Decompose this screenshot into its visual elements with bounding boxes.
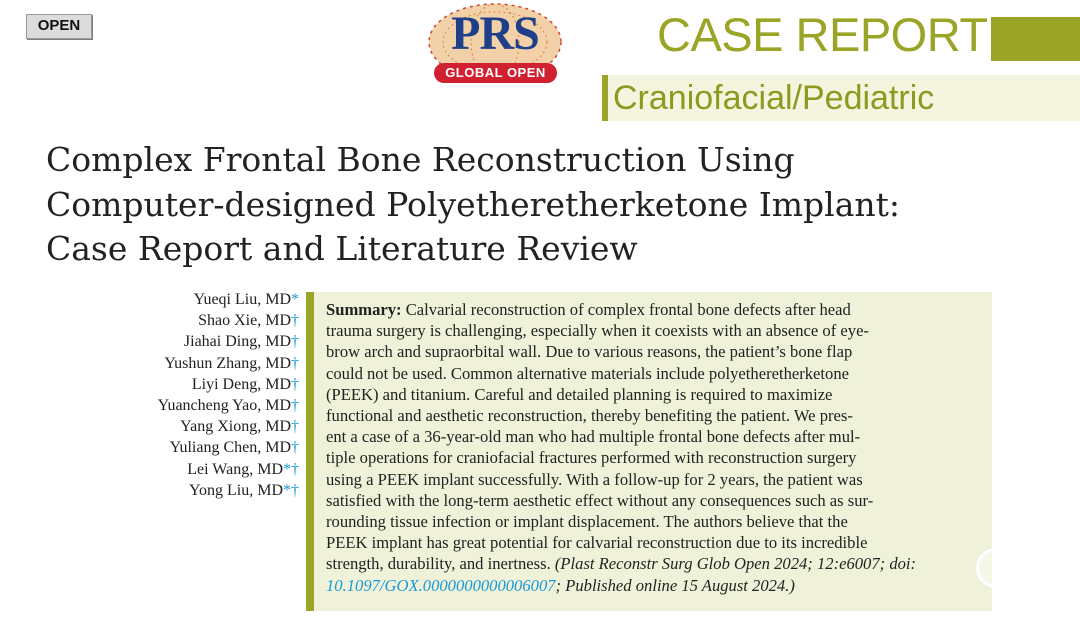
logo-banner: GLOBAL OPEN	[434, 63, 557, 83]
summary-label: Summary:	[326, 300, 402, 319]
author[interactable]: Shao Xie, MD†	[198, 312, 299, 330]
summary-line: could not be used. Common alternative materials include polyetheretherketone	[326, 363, 849, 383]
affiliation-mark: †	[291, 333, 299, 351]
journal-logo[interactable]	[420, 2, 570, 90]
title-line: Complex Frontal Bone Reconstruction Using	[46, 140, 795, 179]
summary-line: functional and aesthetic reconstruction, thereby benefiting the patient. We pres-	[326, 406, 853, 426]
author[interactable]: Liyi Deng, MD†	[191, 375, 299, 393]
summary-line: Summary: Calvarial reconstruction of complex frontal bone defects after head	[326, 300, 851, 319]
author[interactable]: Yong Liu, MD*†	[189, 481, 299, 499]
author[interactable]: Yuancheng Yao, MD†	[157, 397, 299, 415]
circle-icon	[976, 548, 1016, 588]
affiliation-mark: †	[291, 439, 299, 457]
summary-line: strength, durability, and inertness. (Plast Reconstr Surg Glob Open 2024; 12:e6007; doi:	[326, 554, 917, 574]
author-list	[80, 289, 299, 501]
article-title	[46, 138, 1056, 272]
article-category: CASE REPORT	[657, 8, 988, 61]
summary-line: brow arch and supraorbital wall. Due to various reasons, the patient’s bone flap	[326, 342, 853, 362]
author[interactable]: Yuliang Chen, MD†	[169, 439, 299, 457]
summary-line: ent a case of a 36-year-old man who had multiple frontal bone defects after mul-	[326, 427, 861, 447]
author[interactable]: Yang Xiong, MD†	[180, 418, 299, 436]
affiliation-mark: †	[291, 397, 299, 415]
summary-line	[326, 575, 982, 596]
summary-text	[326, 299, 982, 596]
citation: (Plast Reconstr Surg Glob Open 2024; 12:e6007; doi:	[554, 554, 917, 574]
summary-line: rounding tissue infection or implant displacement. The authors believe that the	[326, 512, 848, 532]
summary-line: using a PEEK implant successfully. With a follow-up for 2 years, the patient was	[326, 469, 863, 489]
summary-line: trauma surgery is challenging, especially when it coexists with an absence of eye-	[326, 321, 869, 341]
author[interactable]: Yueqi Liu, MD*	[193, 291, 299, 308]
summary-line: satisfied with the long-term aesthetic effect without any consequences such as sur-	[326, 490, 874, 510]
author[interactable]: Jiahai Ding, MD†	[183, 333, 299, 351]
title-line: Case Report and Literature Review	[46, 229, 638, 268]
logo-prs-text: PRS	[451, 7, 539, 60]
affiliation-mark: †	[291, 312, 299, 330]
summary-line: (PEEK) and titanium. Careful and detailed planning is required to maximize	[326, 384, 833, 404]
category-accent-bar	[991, 17, 1080, 61]
section-label: Craniofacial/Pediatric	[613, 79, 935, 117]
author[interactable]: Lei Wang, MD*†	[187, 460, 299, 478]
affiliation-mark: *	[291, 291, 299, 308]
summary-line: PEEK implant has great potential for calvarial reconstruction due to its incredible	[326, 533, 868, 553]
author[interactable]: Yushun Zhang, MD†	[164, 354, 299, 372]
affiliation-mark: †	[291, 418, 299, 436]
affiliation-mark: †	[291, 375, 299, 393]
doi-link[interactable]: 10.1097/GOX.0000000000006007	[326, 575, 556, 595]
open-access-badge: OPEN	[26, 14, 92, 39]
citation: ; Published online 15 August 2024.)	[555, 575, 795, 595]
affiliation-mark: †	[291, 354, 299, 372]
summary-line: tiple operations for craniofacial fractures performed with reconstruction surgery	[326, 448, 857, 468]
affiliation-mark: *†	[283, 481, 299, 499]
affiliation-mark: *†	[283, 460, 299, 478]
title-line: Computer-designed Polyetheretherketone Implant:	[46, 184, 901, 224]
